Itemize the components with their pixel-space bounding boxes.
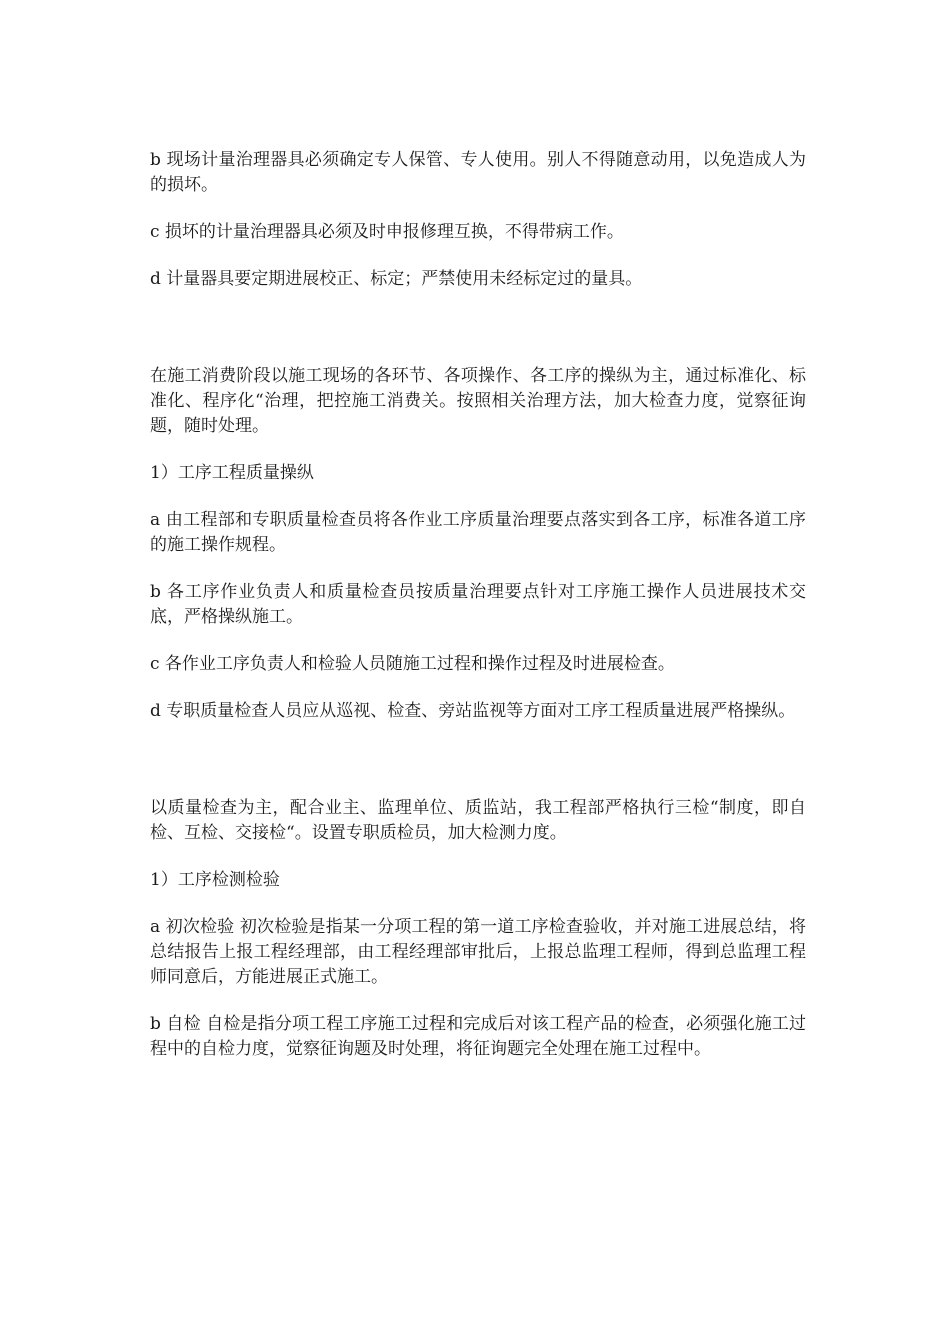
section-gap — [150, 746, 806, 796]
heading-process-testing: 1）工序检测检验 — [150, 870, 280, 890]
paragraph-patrol-supervision: d 专职质量检查人员应从巡视、检查、旁站监视等方面对工序工程质量进展严格操纵。 — [150, 701, 796, 721]
document-page — [150, 148, 806, 1084]
paragraph-damaged-instruments: c 损坏的计量治理器具必须及时申报修理互换，不得带病工作。 — [150, 222, 624, 242]
paragraph-technical-briefing: b 各工序作业负责人和质量检查员按质量治理要点针对工序施工操作人员进展技术交底，严格操纵施工。 — [150, 582, 806, 627]
paragraph-construction-stage-control: 在施工消费阶段以施工现场的各环节、各项操作、各工序的操纵为主，通过标准化、标准化、程序化“治理，把控施工消费关。按照相关治理方法，加大检查力度，觉察征询题，随时处理。 — [150, 366, 806, 436]
paragraph-instrument-custody: b 现场计量治理器具必须确定专人保管、专人使用。别人不得随意动用，以免造成人为的损坏。 — [150, 150, 806, 195]
paragraph-instrument-calibration: d 计量器具要定期进展校正、标定；严禁使用未经标定过的量具。 — [150, 269, 643, 289]
paragraph-three-inspection-system: 以质量检查为主，配合业主、监理单位、质监站，我工程部严格执行三检“制度，即自检、互检、交接检“。设置专职质检员，加大检测力度。 — [150, 798, 806, 843]
paragraph-first-inspection: a 初次检验 初次检验是指某一分项工程的第一道工序检查验收，并对施工进展总结，将总结报告上报工程经理部，由工程经理部审批后，上报总监理工程师，得到总监理工程师同意后，方能进展正式施工。 — [150, 917, 806, 987]
section-gap — [150, 314, 806, 364]
paragraph-self-inspection: b 自检 自检是指分项工程工序施工过程和完成后对该工程产品的检查，必须强化施工过程中的自检力度，觉察征询题及时处理，将征询题完全处理在施工过程中。 — [150, 1014, 806, 1059]
paragraph-quality-points: a 由工程部和专职质量检查员将各作业工序质量治理要点落实到各工序，标准各道工序的施工操作规程。 — [150, 510, 806, 555]
heading-process-quality-control: 1）工序工程质量操纵 — [150, 463, 314, 483]
paragraph-timely-inspection: c 各作业工序负责人和检验人员随施工过程和操作过程及时进展检查。 — [150, 654, 675, 674]
